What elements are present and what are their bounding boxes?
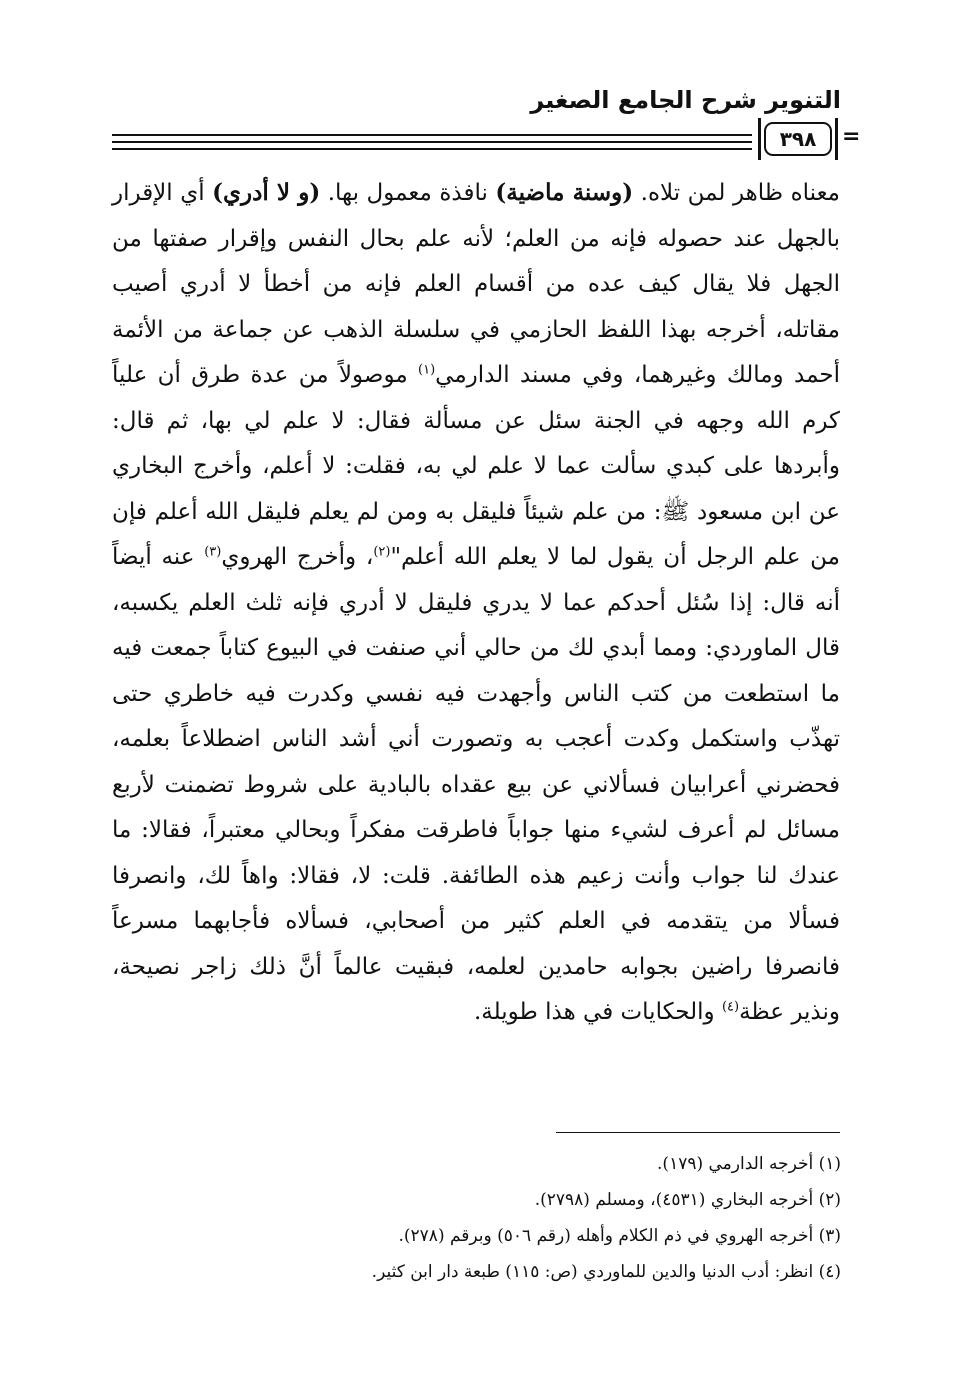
header-rule [112, 141, 752, 143]
header-ornament: = [842, 124, 861, 149]
page-number: ٣٩٨ [764, 122, 832, 156]
footnote-ref: (٢) [373, 544, 391, 560]
header-rule [112, 148, 752, 150]
footnote-item: (١) أخرجه الدارمي (١٧٩). [657, 1154, 841, 1174]
body-text-run: نافذة معمول بها. [320, 180, 496, 206]
footnote-ref: (٣) [204, 544, 222, 560]
body-text-run: موصولاً من عدة طرق أن علياً كرم الله وجهه في الجنة سئل عن مسألة فقال: لا علم لي بها، ثم قال: وأبردها على كبدي سألت عما لا علم لي به، فقلت: لا أعلم، وأخرج البخاري عن ابن مسعود ﷺ: من علم شيئاً فليقل به ومن لم يعلم فليقل الله أعلم فإن من علم الرجل أن يقول لما لا يعلم الله أعلم" [112, 362, 840, 570]
body-text-run: معناه ظاهر لمن تلاه. [633, 180, 840, 206]
body-text-run: والحكايات في هذا طويلة. [473, 999, 722, 1025]
footnote-ref: (١) [418, 362, 436, 378]
footnote-item: (٣) أخرجه الهروي في ذم الكلام وأهله (رقم ٥٠٦) وبرقم (٢٧٨). [398, 1226, 841, 1246]
header-rule [112, 134, 752, 136]
quoted-hadith-phrase: (و لا أدري) [212, 179, 321, 206]
main-text [112, 170, 840, 1036]
footnote-item: (٤) انظر: أدب الدنيا والدين للماوردي (ص: ١١٥) طبعة دار ابن كثير. [371, 1262, 841, 1282]
footnote-item: (٢) أخرجه البخاري (٤٥٣١)، ومسلم (٢٧٩٨). [534, 1190, 841, 1210]
quoted-hadith-phrase: (وسنة ماضية) [495, 179, 634, 206]
body-text-run: ، وأخرج الهروي [221, 544, 374, 570]
body-text-run: عنه أيضاً أنه قال: إذا سُئل أحدكم عما لا يدري فليقل لا أدري فإنه ثلث العلم يكسبه، قال الماوردي: ومما أبدي لك من حالي أني صنفت في البيوع كتاباً جمعت فيه ما استطعت من كتب الناس وأجهدت فيه نفسي وكدرت فيه خاطري حتى تهذّب واستكمل وكدت أعجب به وتصورت أني أشد الناس اضطلاعاً بعلمه، فحضرني أعرابيان فسألاني عن بيع عقداه بالبادية على شروط تضمنت لأربع مسائل لم أعرف لشيء منها جواباً فاطرقت مفكراً وبحالي معتبراً، فقالا: ما عندك لنا جواب وأنت زعيم هذه الطائفة. قلت: لا، فقالا: واهاً لك، وانصرفا فسألا من يتقدمه في العلم كثير من أصحابي، فسألاه فأجابهما مسرعاً فانصرفا راضين بجوابه حامدين لعلمه، فبقيت عالماً أنَّ ذلك زاجر نصيحة، ونذير عظة [112, 544, 840, 1025]
footnote-ref: (٤) [721, 999, 740, 1015]
body-text-run: أي الإقرار بالجهل عند حصوله فإنه من العلم؛ لأنه علم بحال النفس وإقرار صفتها من الجهل فلا يقال كيف عده من أقسام العلم فإنه من أخطأ لا أدري أصيب مقاتله، أخرجه بهذا اللفظ الحازمي في سلسلة الذهب عن جماعة من الأئمة أحمد ومالك وغيرهما، وفي مسند الدارمي [112, 180, 840, 388]
footnotes-list [113, 1146, 841, 1290]
footnote-separator [556, 1132, 840, 1133]
body-paragraph [112, 170, 840, 1036]
running-header-title: التنوير شرح الجامع الصغير [530, 86, 841, 114]
